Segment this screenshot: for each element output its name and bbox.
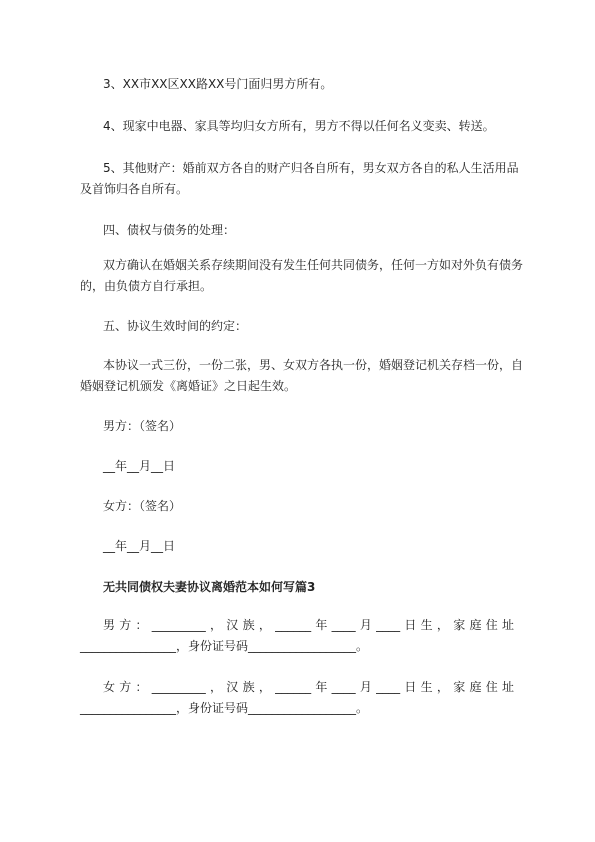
male-signature: 男方：（签名） <box>103 419 182 433</box>
section-4-line2: 的，由负债方自行承担。 <box>80 279 213 293</box>
clause-5-line2: 及首饰归各自所有。 <box>80 182 189 196</box>
article-3-title: 无共同债权夫妻协议离婚范本如何写篇3 <box>103 580 316 594</box>
section-5-title: 五、协议生效时间的约定： <box>103 319 248 333</box>
section-4-title: 四、债权与债务的处理： <box>103 223 236 237</box>
section-5-line2: 婚姻登记机颁发《离婚证》之日起生效。 <box>80 379 297 393</box>
female-info-line2: ________________，身份证号码__________________。 <box>80 701 369 715</box>
female-info-line1: 女方：_________，汉族，______年____月____日生，家庭住址 <box>103 680 514 694</box>
male-signature-date: __年__月__日 <box>103 459 176 473</box>
clause-5-line1: 5、其他财产：婚前双方各自的财产归各自所有，男女双方各自的私人生活用品 <box>103 161 519 175</box>
section-4-line1: 双方确认在婚姻关系存续期间没有发生任何共同债务，任何一方如对外负有债务 <box>103 258 524 272</box>
male-info-line1: 男方：_________，汉族，______年____月____日生，家庭住址 <box>103 618 514 632</box>
male-info-line2: ________________，身份证号码__________________。 <box>80 639 369 653</box>
female-signature-date: __年__月__日 <box>103 539 176 553</box>
female-signature: 女方：（签名） <box>103 499 182 513</box>
section-5-line1: 本协议一式三份，一份二张，男、女双方各执一份，婚姻登记机关存档一份，自 <box>103 358 524 372</box>
clause-3: 3、XX市XX区XX路XX号门面归男方所有。 <box>103 77 333 91</box>
clause-4: 4、现家中电器、家具等均归女方所有，男方不得以任何名义变卖、转送。 <box>103 119 495 133</box>
